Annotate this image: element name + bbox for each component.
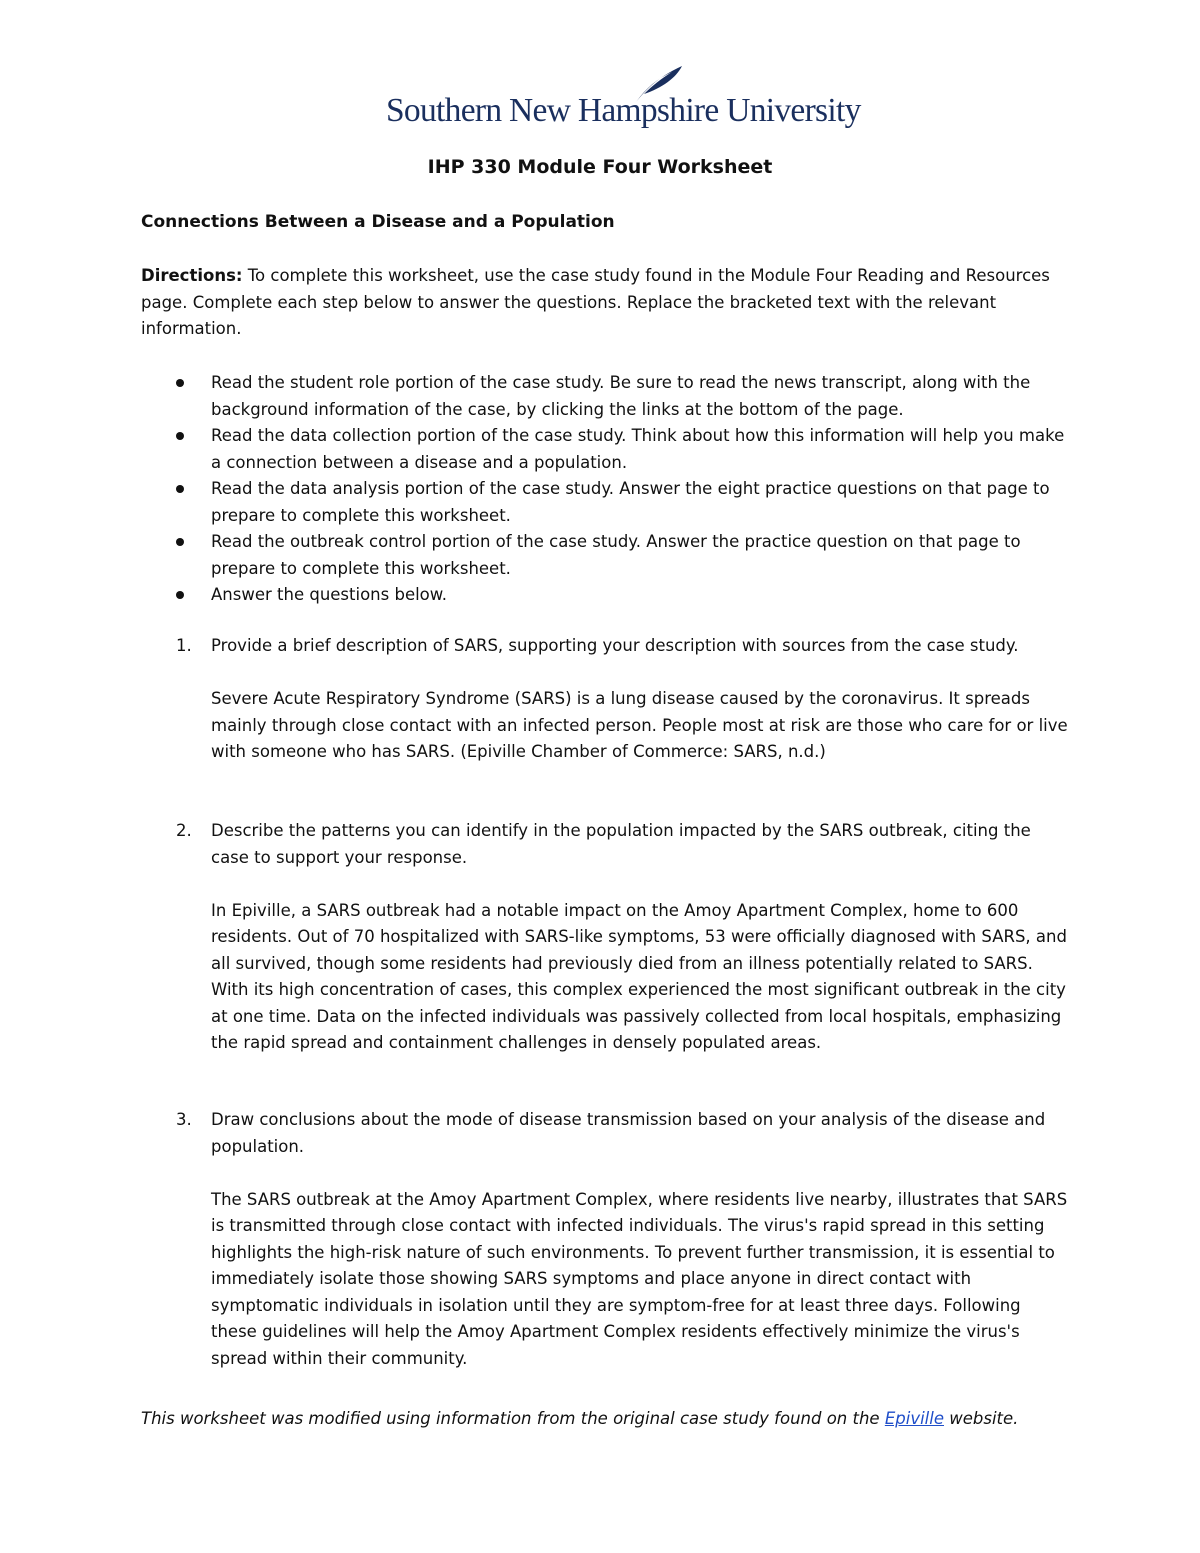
bullet-icon [176,485,184,493]
question-number: 1. [176,636,192,655]
directions-text: To complete this worksheet, use the case study found in the Module Four Reading and Resources page. Complete each step below to answer the questions. Replace the bracketed text with the relevant information. [141,266,1050,338]
question-2 [141,818,1071,1057]
university-logo [386,64,861,136]
question-1 [141,633,1071,766]
answer-text: In Epiville, a SARS outbreak had a notable impact on the Amoy Apartment Complex, home to 600 residents. Out of 70 hospitalized with SARS-like symptoms, 53 were officially diagnosed with SARS, and all survived, though some residents had previously died from an illness potentially related to SARS. With its high concentration of cases, this complex experienced the most significant outbreak in the city at one time. Data on the infected individuals was passively collected from local hospitals, emphasizing the rapid spread and containment challenges in densely populated areas. [211,900,1067,1052]
directions-paragraph [141,263,1061,343]
bullet-icon [176,591,184,599]
list-item [141,476,1071,529]
list-item [141,582,1071,609]
page-title: IHP 330 Module Four Worksheet [427,156,773,178]
question-text: Draw conclusions about the mode of disease transmission based on your analysis of the disease and population. [211,1110,1046,1156]
list-item-text: Read the student role portion of the case study. Be sure to read the news transcript, along with the background information of the case, by clicking the links at the bottom of the page. [211,373,1031,419]
footer-text: This worksheet was modified using information from the original case study found on the [141,1409,885,1428]
footer-note [141,1404,1041,1434]
question-number: 2. [176,821,192,840]
bullet-icon [176,379,184,387]
directions-label: Directions: [141,266,243,285]
question-text: Provide a brief description of SARS, supporting your description with sources from the case study. [211,636,1019,655]
instruction-list [141,370,1071,609]
list-item-text: Read the data analysis portion of the case study. Answer the eight practice questions on that page to prepare to complete this worksheet. [211,479,1050,525]
list-item [141,529,1071,582]
question-number: 3. [176,1110,192,1129]
list-item-text: Read the outbreak control portion of the case study. Answer the practice question on that page to prepare to complete this worksheet. [211,532,1021,578]
answer-text: Severe Acute Respiratory Syndrome (SARS) is a lung disease caused by the coronavirus. It spreads mainly through close contact with an infected person. People most at risk are those who care for or live with someone who has SARS. (Epiville Chamber of Commerce: SARS, n.d.) [211,689,1068,761]
bullet-icon [176,538,184,546]
answer-text: The SARS outbreak at the Amoy Apartment Complex, where residents live nearby, illustrates that SARS is transmitted through close contact with infected individuals. The virus's rapid spread in this setting highlights the high-risk nature of such environments. To prevent further transmission, it is essential to immediately isolate those showing SARS symptoms and place anyone in direct contact with symptomatic individuals in isolation until they are symptom-free for at least three days. Following these guidelines will help the Amoy Apartment Complex residents effectively minimize the virus's spread within their community. [211,1189,1068,1368]
question-3 [141,1107,1071,1372]
epiville-link[interactable]: Epiville [884,1409,944,1428]
bullet-icon [176,432,184,440]
question-text: Describe the patterns you can identify in the population impacted by the SARS outbreak, citing the case to support your response. [211,821,1031,867]
list-item-text: Answer the questions below. [211,585,447,604]
footer-text-end: website. [944,1409,1019,1428]
section-heading: Connections Between a Disease and a Population [141,212,615,232]
university-wordmark: Southern New Hampshire University [386,92,861,129]
list-item-text: Read the data collection portion of the case study. Think about how this information will help you make a connection between a disease and a population. [211,426,1065,472]
list-item [141,370,1071,423]
list-item [141,423,1071,476]
